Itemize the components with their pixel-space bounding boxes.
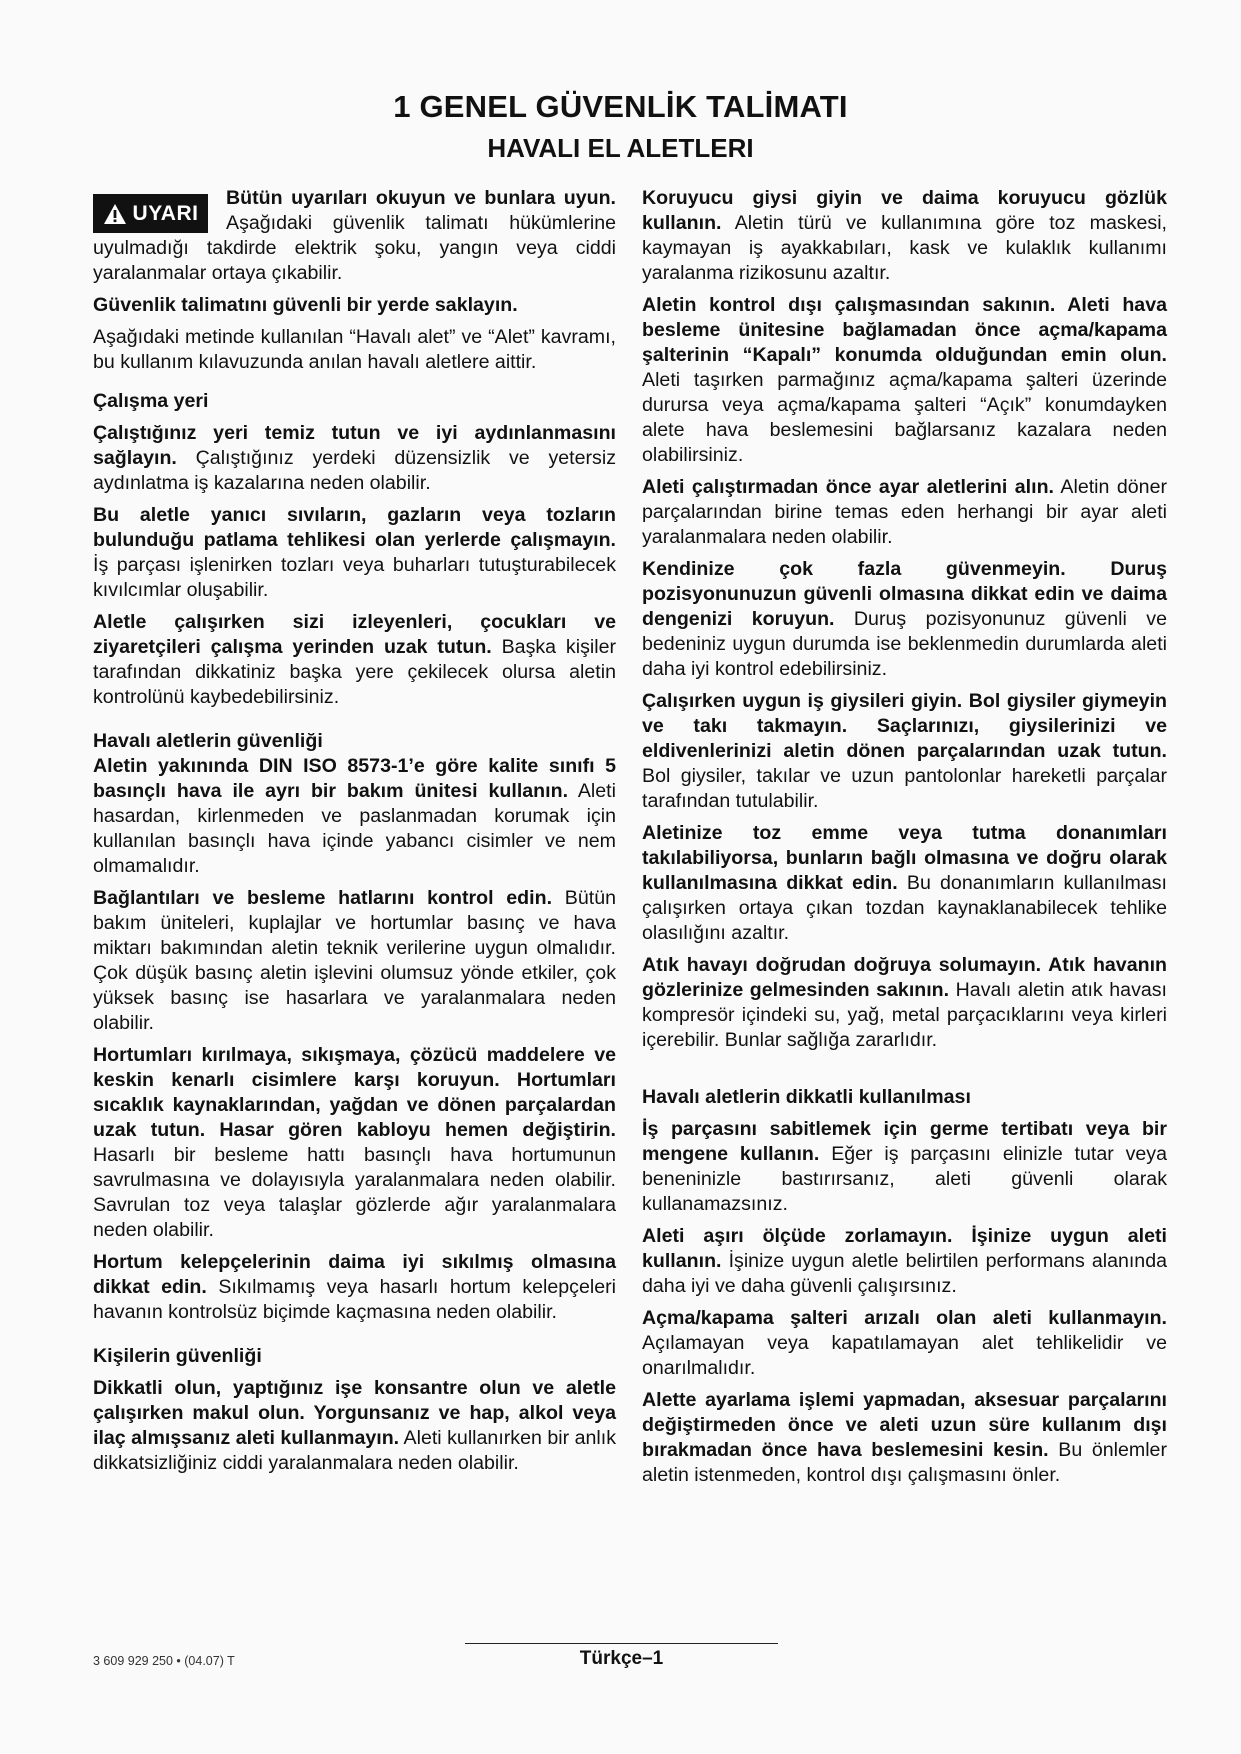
list-item: Dikkatli olun, yaptığınız işe konsantre olun ve aletle çalışırken makul olun. Yorgunsanız ve hap, alkol veya ilaç almışsanız aleti kullanmayın. Aleti kullanırken bir anlık dikkatsizliğiniz ciddi yaralanmalara neden olabilir. [93, 1377, 616, 1474]
definition-paragraph: Aşağıdaki metinde kullanılan “Havalı alet” ve “Alet” kavramı, bu kullanım kılavuzunda anılan havalı aletlere aittir. [93, 326, 616, 373]
document-code: 3 609 929 250 • (04.07) T [93, 1654, 235, 1668]
right-column [642, 186, 1167, 1495]
list-item: Aletin yakınında DIN ISO 8573-1’e göre kalite sınıfı 5 basınçlı hava ile ayrı bir bakım ünitesi kullanın. Aleti hasardan, kirlenmeden ve paslanmadan korumak için kullanılan basınçlı hava içinde yabancı cisimler ve nem olmamalıdır. [93, 755, 616, 877]
warning-bold: Bütün uyarıları okuyun ve bunlara uyun. [226, 187, 616, 209]
list-item: Aletin kontrol dışı çalışmasından sakının. Aleti hava besleme ünitesine bağlamadan önce açma/kapama şalterinin “Kapalı” konumda olduğundan emin olun. Aleti taşırken parmağınız açma/kapama şalteri üzerinde durursa veya açma/kapama şalteri “Açık” konumdayken alete hava beslemesini bağlarsanız kazalara neden olabilirsiniz. [642, 294, 1167, 466]
warning-text: Aşağıdaki güvenlik talimatı hükümlerine uyulmadığı takdirde elektrik şoku, yangın veya ciddi yaralanmalar ortaya çıkabilir. [93, 212, 616, 284]
list-item: Kendinize çok fazla güvenmeyin. Duruş pozisyonunuzun güvenli olmasına dikkat edin ve daima dengenizi koruyun. Duruş pozisyonunuz güvenli ve bedeniniz uygun durumda ise beklenmedin durumlarda aleti daha iyi kontrol edebilirsiniz. [642, 558, 1167, 680]
list-item: Aletinize toz emme veya tutma donanımları takılabiliyorsa, bunların bağlı olmasına ve doğru olarak kullanılmasına dikkat edin. Bu donanımların kullanılması çalışırken ortaya çıkan tozdan kaynaklanabilecek tehlike olasılığını azaltır. [642, 822, 1167, 944]
list-item: Atık havayı doğrudan doğruya solumayın. Atık havanın gözlerinize gelmesinden sakının. Havalı aletin atık havası kompresör içindeki su, yağ, metal parçacıklarını veya kirleri içerebilir. Bunlar sağlığa zararlıdır. [642, 954, 1167, 1051]
page-title: 1 GENEL GÜVENLİK TALİMATI [393, 89, 848, 124]
section-heading-personal-safety: Kişilerin güvenliği [93, 1345, 262, 1367]
list-item: Bağlantıları ve besleme hatlarını kontrol edin. Bütün bakım üniteleri, kuplajlar ve hortumlar basınç ve hava miktarı bakımından aletin teknik verilerine uygun olmalıdır. Çok düşük basınç aletin işlevini olumsuz yönde etkiler, çok yüksek basınç ise hasarlara ve yaralanmalara neden olabilir. [93, 887, 616, 1034]
page-number: Türkçe–1 [579, 1648, 664, 1669]
list-item: Açma/kapama şalteri arızalı olan aleti kullanmayın. Açılamayan veya kapatılamayan alet tehlikelidir ve onarılmalıdır. [642, 1307, 1167, 1379]
footer-divider [465, 1643, 778, 1644]
list-item: İş parçasını sabitlemek için germe tertibatı veya bir mengene kullanın. Eğer iş parçasını elinizle tutar veya beneninizle bastırırsanız, aleti güvenli olarak kullanamazsınız. [642, 1118, 1167, 1215]
warning-badge-label: UYARI [132, 202, 199, 225]
list-item: Koruyucu giysi giyin ve daima koruyucu gözlük kullanın. Aletin türü ve kullanımına göre toz maskesi, kaymayan iş ayakkabıları, kask ve kulaklık kullanımı yaralanma rizikosunu azaltır. [642, 187, 1167, 284]
left-column [93, 186, 616, 1483]
list-item: Aletle çalışırken sizi izleyenleri, çocukları ve ziyaretçileri çalışma yerinden uzak tutun. Başka kişiler tarafından dikkatiniz başka yere çekilecek olursa aletin kontrolünü kaybedebilirsiniz. [93, 611, 616, 708]
warning-block [93, 186, 616, 293]
list-item: Aleti aşırı ölçüde zorlamayın. İşinize uygun aleti kullanın. İşinize uygun aletle belirtilen performans alanında daha iyi ve daha güvenli çalışırsınız. [642, 1225, 1167, 1297]
list-item: Aleti çalıştırmadan önce ayar aletlerini alın. Aletin döner parçalarından birine temas eden herhangi bir ayar aleti yaralanmalara neden olabilir. [642, 476, 1167, 548]
list-item: Çalışırken uygun iş giysileri giyin. Bol giysiler giymeyin ve takı takmayın. Saçlarınızı, giysilerinizi ve eldivenlerinizi aletin dönen parçalarından uzak tutun. Bol giysiler, takılar ve uzun pantolonlar hareketli parçalar tarafından tutulabilir. [642, 690, 1167, 812]
list-item: Alette ayarlama işlemi yapmadan, aksesuar parçalarını değiştirmeden önce ve aleti uzun süre kullanım dışı bırakmadan önce hava beslemesini kesin. Bu önlemler aletin istenmeden, kontrol dışı çalışmasını önler. [642, 1389, 1167, 1486]
save-instructions: Güvenlik talimatını güvenli bir yerde saklayın. [93, 294, 518, 316]
list-item: Hortumları kırılmaya, sıkışmaya, çözücü maddelere ve keskin kenarlı cisimlere karşı koruyun. Hortumları sıcaklık kaynaklarından, yağdan ve dönen parçalardan uzak tutun. Hasar gören kabloyu hemen değiştirin. Hasarlı bir besleme hattı basınçlı hava hortumunun savrulmasına ve dolayısıyla yaralanmalara neden olabilir. Savrulan toz veya talaşlar gözlerde ağır yaralanmalara neden olabilir. [93, 1044, 616, 1241]
warning-badge [93, 194, 208, 233]
list-item: Bu aletle yanıcı sıvıların, gazların veya tozların bulunduğu patlama tehlikesi olan yerlerde çalışmayın. İş parçası işlenirken tozları veya buharları tutuşturabilecek kıvılcımlar oluşabilir. [93, 504, 616, 601]
page-subtitle: HAVALI EL ALETLERI [487, 133, 754, 163]
page-header [0, 86, 1241, 166]
warning-triangle-icon [103, 203, 127, 225]
section-heading-air-safety: Havalı aletlerin güvenliği [93, 730, 323, 752]
section-heading-careful-use: Havalı aletlerin dikkatli kullanılması [642, 1086, 971, 1108]
list-item: Hortum kelepçelerinin daima iyi sıkılmış olmasına dikkat edin. Sıkılmamış veya hasarlı hortum kelepçeleri havanın kontrolsüz biçimde kaçmasına neden olabilir. [93, 1251, 616, 1323]
list-item: Çalıştığınız yeri temiz tutun ve iyi aydınlanmasını sağlayın. Çalıştığınız yerdeki düzensizlik ve yetersiz aydınlatma iş kazalarına neden olabilir. [93, 422, 616, 494]
section-heading-workplace: Çalışma yeri [93, 390, 209, 412]
